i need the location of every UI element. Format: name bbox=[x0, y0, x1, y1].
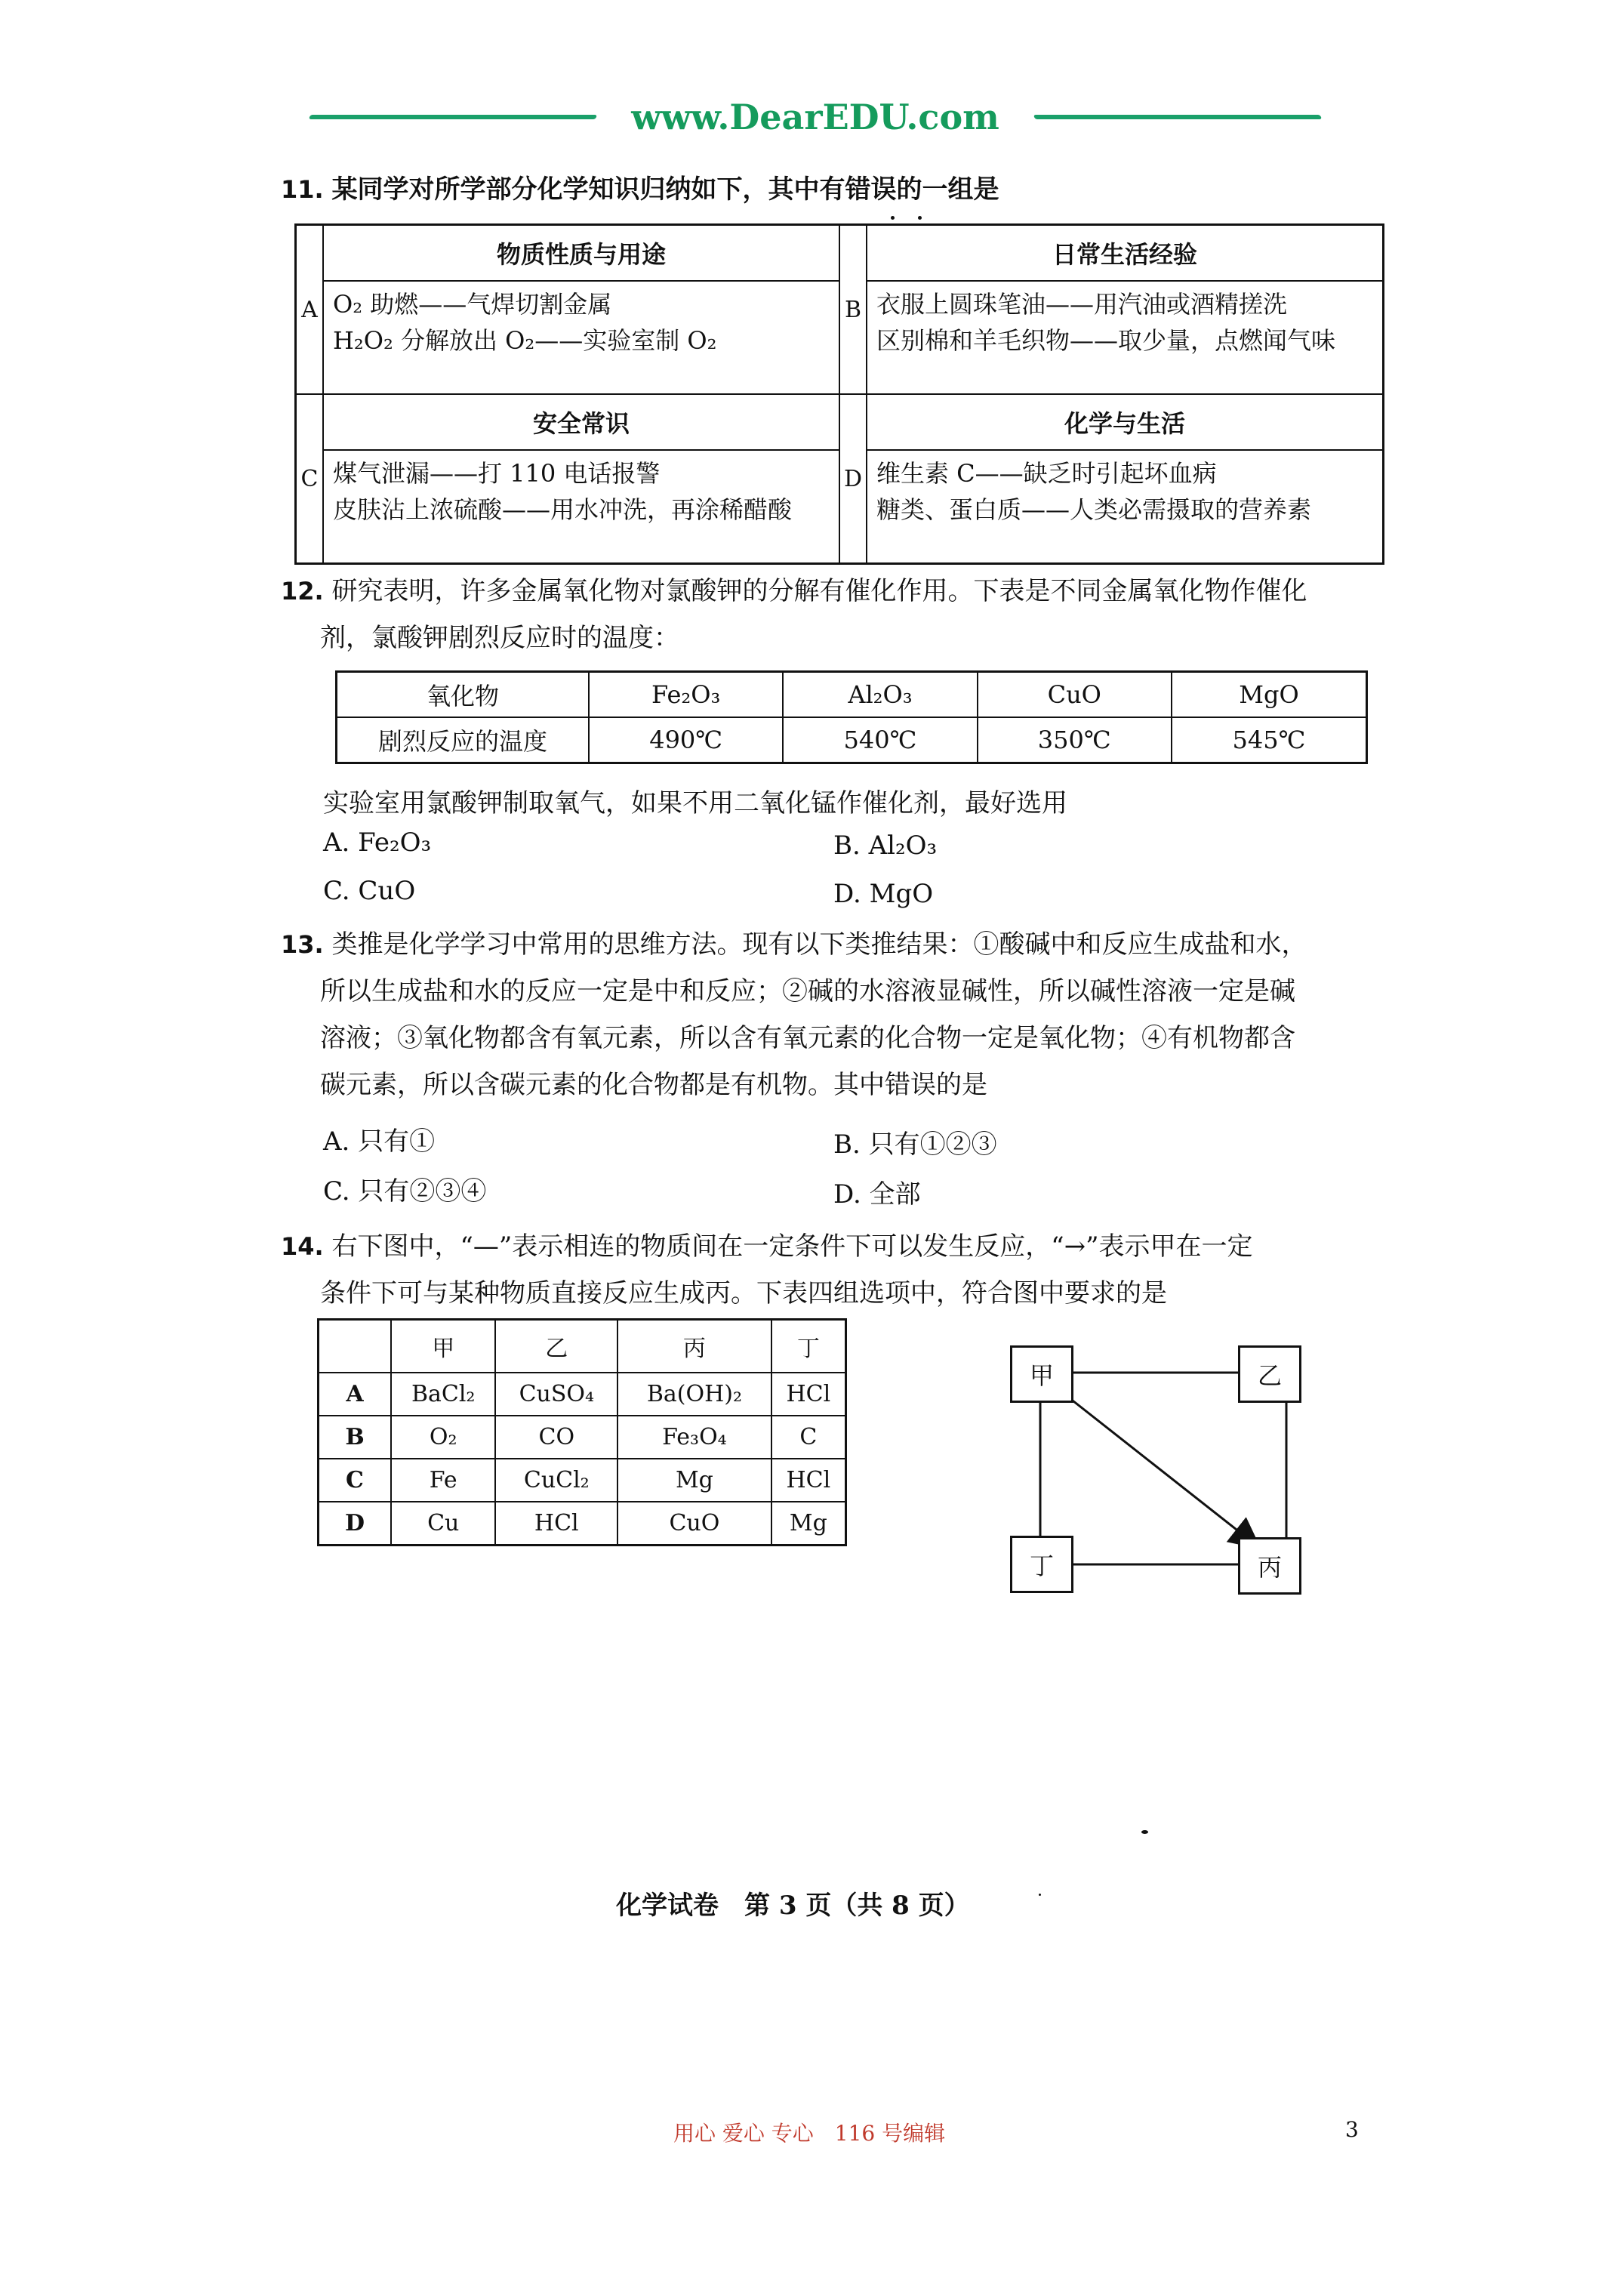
q14-cell bbox=[319, 1320, 392, 1373]
q14-cell: A bbox=[319, 1373, 392, 1416]
q11-body-d bbox=[867, 450, 1384, 564]
q14-line1: 右下图中，“—”表示相连的物质间在一定条件下可以发生反应，“→”表示甲在一定 bbox=[331, 1231, 1253, 1262]
q12-option-a: A. Fe₂O₃ bbox=[323, 827, 432, 858]
q12-cell: 350℃ bbox=[978, 717, 1172, 763]
q11-line: 衣服上圆珠笔油——用汽油或酒精搓洗 bbox=[876, 290, 1287, 319]
q12-cell: Fe₂O₃ bbox=[589, 672, 783, 718]
q14-cell: D bbox=[319, 1502, 392, 1546]
q11-text: 某同学对所学部分化学知识归纳如下，其中有错误的一组是 bbox=[331, 174, 999, 205]
q12-table bbox=[335, 670, 1368, 764]
q12-cell: 490℃ bbox=[589, 717, 783, 763]
q11-number: 11. bbox=[281, 175, 324, 204]
q11-title-b: 日常生活经验 bbox=[867, 225, 1384, 282]
q14-cell: HCl bbox=[495, 1502, 617, 1546]
q14-cell: CuCl₂ bbox=[495, 1459, 617, 1502]
q11-letter-b: B bbox=[839, 225, 867, 395]
node-yi: 乙 bbox=[1238, 1345, 1301, 1403]
q11-letter-d: D bbox=[839, 394, 867, 564]
arrow-jia-bing bbox=[1066, 1395, 1258, 1546]
q13-line: 碳元素，所以含碳元素的化合物都是有机物。其中错误的是 bbox=[320, 1070, 987, 1100]
q12-question: 实验室用氯酸钾制取氧气，如果不用二氧化锰作催化剂，最好选用 bbox=[323, 788, 1067, 818]
q11-line: 区别棉和羊毛织物——取少量，点燃闻气味 bbox=[876, 326, 1335, 355]
q13-option-b: B. 只有①②③ bbox=[833, 1130, 997, 1160]
node-jia: 甲 bbox=[1010, 1345, 1073, 1403]
q12-stem bbox=[281, 568, 1398, 661]
q14-cell: 乙 bbox=[495, 1320, 617, 1373]
q12-option-b: B. Al₂O₃ bbox=[833, 831, 938, 861]
q12-option-d: D. MgO bbox=[833, 879, 934, 909]
q12-option-c: C. CuO bbox=[323, 876, 416, 906]
q14-cell: C bbox=[319, 1459, 392, 1502]
q11-table bbox=[294, 223, 1384, 565]
q13-number: 13. bbox=[281, 930, 324, 959]
q11-stem bbox=[281, 166, 999, 213]
q11-line: 煤气泄漏——打 110 电话报警 bbox=[333, 459, 661, 488]
q14-cell: Fe₃O₄ bbox=[617, 1416, 771, 1459]
q11-title-d: 化学与生活 bbox=[867, 394, 1384, 450]
q12-cell: 氧化物 bbox=[337, 672, 590, 718]
q14-cell: 甲 bbox=[391, 1320, 495, 1373]
q14-cell: Mg bbox=[771, 1502, 846, 1546]
header-site: www.DearEDU.com bbox=[631, 97, 999, 137]
q11-body-c bbox=[323, 450, 839, 564]
header-line-left bbox=[309, 115, 597, 119]
node-bing: 丙 bbox=[1238, 1537, 1301, 1595]
q14-cell: BaCl₂ bbox=[391, 1373, 495, 1416]
q13-line: 所以生成盐和水的反应一定是中和反应；②碱的水溶液显碱性，所以碱性溶液一定是碱 bbox=[320, 976, 1295, 1006]
q12-cell: CuO bbox=[978, 672, 1172, 718]
scan-mark bbox=[1039, 1894, 1041, 1896]
q11-line: H₂O₂ 分解放出 O₂——实验室制 O₂ bbox=[333, 326, 717, 355]
q13-stem bbox=[281, 921, 1398, 1108]
q14-cell: Mg bbox=[617, 1459, 771, 1502]
q11-letter-c: C bbox=[296, 394, 324, 564]
emphasis-dot bbox=[891, 216, 895, 220]
q14-cell: B bbox=[319, 1416, 392, 1459]
q12-cell: Al₂O₃ bbox=[783, 672, 977, 718]
q14-cell: O₂ bbox=[391, 1416, 495, 1459]
q13-line: 类推是化学学习中常用的思维方法。现有以下类推结果：①酸碱中和反应生成盐和水， bbox=[331, 929, 1307, 960]
q14-cell: CuO bbox=[617, 1502, 771, 1546]
q13-option-c: C. 只有②③④ bbox=[323, 1176, 487, 1207]
q14-line2: 条件下可与某种物质直接反应生成丙。下表四组选项中，符合图中要求的是 bbox=[320, 1278, 1167, 1308]
q14-stem bbox=[281, 1223, 1398, 1317]
q11-title-c: 安全常识 bbox=[323, 394, 839, 450]
q13-option-a: A. 只有① bbox=[323, 1126, 436, 1157]
q14-cell: CO bbox=[495, 1416, 617, 1459]
q12-cell: 剧烈反应的温度 bbox=[337, 717, 590, 763]
q13-option-d: D. 全部 bbox=[833, 1179, 921, 1210]
q13-line: 溶液；③氧化物都含有氧元素，所以含有氧元素的化合物一定是氧化物；④有机物都含 bbox=[320, 1023, 1295, 1053]
q14-cell: Ba(OH)₂ bbox=[617, 1373, 771, 1416]
q14-table bbox=[317, 1318, 847, 1546]
q11-title-a: 物质性质与用途 bbox=[323, 225, 839, 282]
q12-line2: 剂，氯酸钾剧烈反应时的温度： bbox=[320, 623, 679, 653]
node-ding: 丁 bbox=[1010, 1536, 1073, 1593]
q14-cell: CuSO₄ bbox=[495, 1373, 617, 1416]
page-number: 3 bbox=[1345, 2117, 1359, 2142]
q11-line: 维生素 C——缺乏时引起坏血病 bbox=[876, 459, 1217, 488]
q11-body-a bbox=[323, 281, 839, 394]
q14-cell: Fe bbox=[391, 1459, 495, 1502]
q11-letter-a: A bbox=[296, 225, 324, 395]
editor-credit: 用心 爱心 专心 116 号编辑 bbox=[673, 2121, 946, 2146]
q14-number: 14. bbox=[281, 1232, 324, 1261]
q12-cell: MgO bbox=[1172, 672, 1367, 718]
emphasis-dot bbox=[918, 216, 922, 220]
q14-cell: Cu bbox=[391, 1502, 495, 1546]
q14-cell: HCl bbox=[771, 1373, 846, 1416]
q12-cell: 540℃ bbox=[783, 717, 977, 763]
q14-cell: 丙 bbox=[617, 1320, 771, 1373]
q12-number: 12. bbox=[281, 577, 324, 606]
q14-cell: C bbox=[771, 1416, 846, 1459]
q11-line: O₂ 助燃——气焊切割金属 bbox=[333, 290, 612, 319]
q14-cell: 丁 bbox=[771, 1320, 846, 1373]
q14-cell: HCl bbox=[771, 1459, 846, 1502]
q11-line: 皮肤沾上浓硫酸——用水冲洗，再涂稀醋酸 bbox=[333, 495, 793, 524]
q11-line: 糖类、蛋白质——人类必需摄取的营养素 bbox=[876, 495, 1311, 524]
q12-line1: 研究表明，许多金属氧化物对氯酸钾的分解有催化作用。下表是不同金属氧化物作催化 bbox=[331, 576, 1307, 606]
q12-cell: 545℃ bbox=[1172, 717, 1367, 763]
scan-mark bbox=[1141, 1830, 1148, 1834]
page-footer: 化学试卷 第 3 页（共 8 页） bbox=[616, 1891, 970, 1921]
q11-body-b bbox=[867, 281, 1384, 394]
header-line-right bbox=[1033, 115, 1322, 119]
